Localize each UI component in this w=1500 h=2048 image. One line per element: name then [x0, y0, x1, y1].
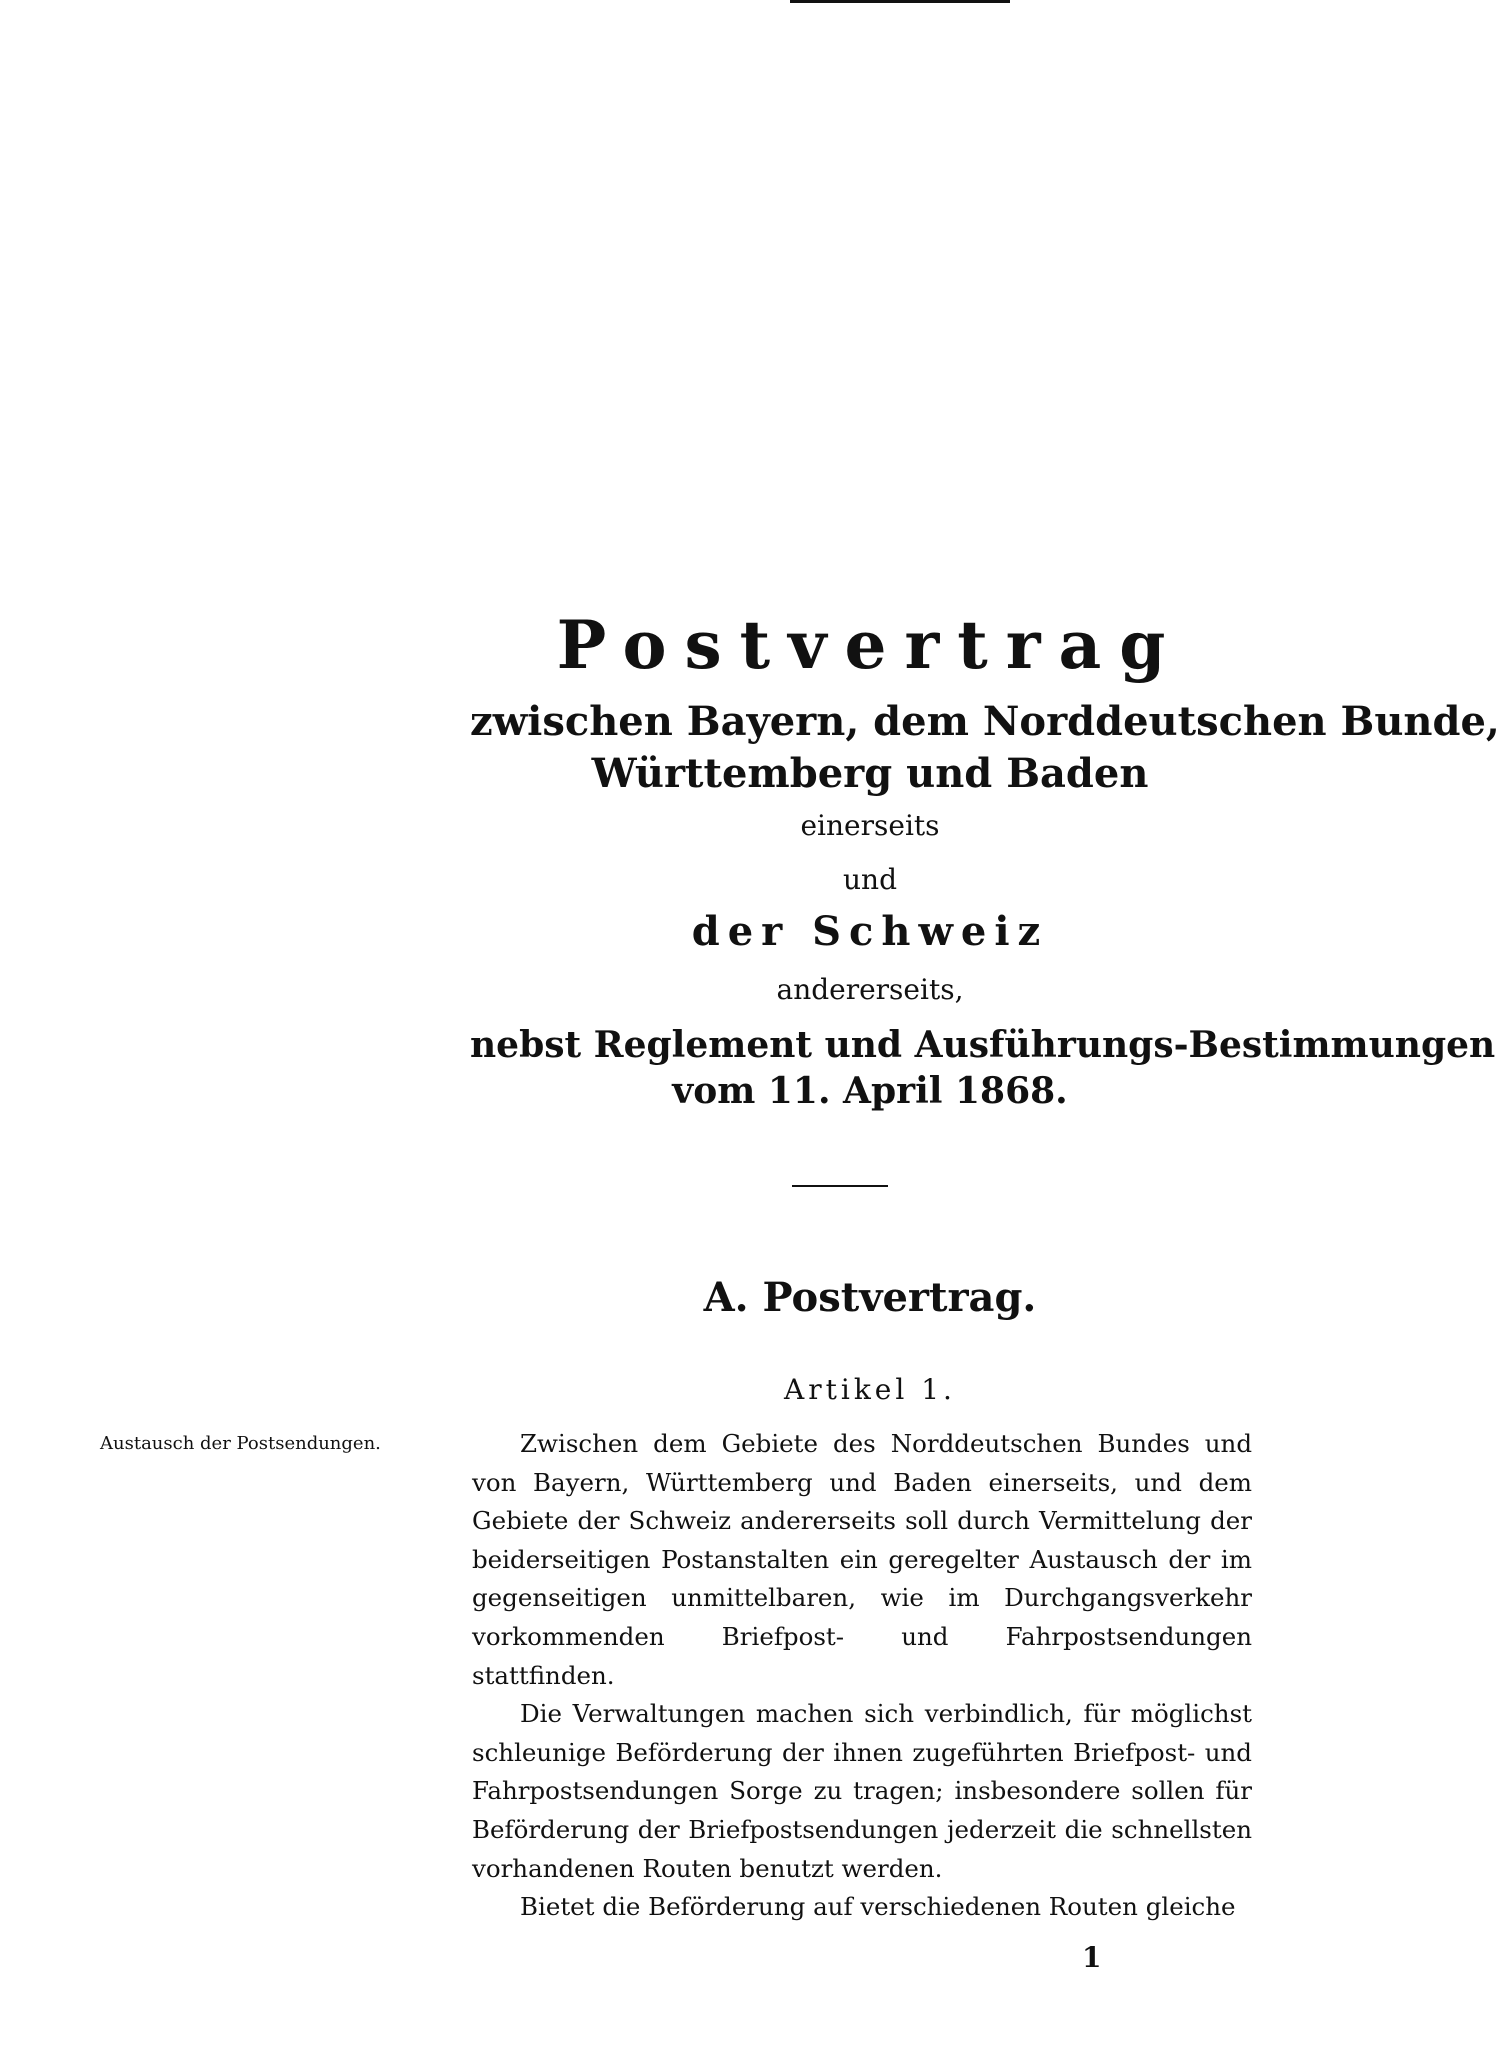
top-rule [790, 0, 1010, 3]
title-line-andererseits: andererseits, [776, 973, 964, 1006]
page-number: 1 [1082, 1941, 1102, 1974]
paragraph: Zwischen dem Gebiete des Norddeutschen Bundes und von Bayern, Württemberg und Baden einerseits, und dem Gebiete der Schweiz andererseits soll durch Vermittelung der beiderseitigen Postanstalten ein geregelter Austausch der im gegenseitigen unmittelbaren, wie im Durchgangsverkehr vorkommenden Briefpost- und Fahrpostsendungen stattfinden. [472, 1429, 1252, 1690]
section-divider [792, 1185, 888, 1187]
paragraph: Bietet die Beförderung auf verschiedenen Routen gleiche [520, 1892, 1236, 1922]
title-line-einerseits: einerseits [800, 809, 940, 842]
paragraph: Die Verwaltungen machen sich verbindlich, für möglichst schleunige Beförderung der ihnen zugeführten Briefpost- und Fahrpostsendungen Sorge zu tragen; insbesondere sollen für Beförderung der Briefpostsendungen jederzeit die schnellsten vorhandenen Routen benutzt werden. [472, 1699, 1252, 1883]
title-line-states: Württemberg und Baden [591, 750, 1149, 797]
article-heading: Artikel 1. [784, 1373, 956, 1406]
title-line-parties: zwischen Bayern, dem Norddeutschen Bunde, [470, 698, 1500, 745]
title-line-date: vom 11. April 1868. [672, 1070, 1068, 1112]
margin-note: Austausch der Postsendungen. [100, 1433, 381, 1454]
document-title: Postvertrag [556, 606, 1184, 684]
title-line-reglement: nebst Reglement und Ausführungs-Bestimmungen [470, 1024, 1496, 1066]
section-heading: A. Postvertrag. [703, 1274, 1037, 1321]
article-body [472, 1425, 1252, 1927]
title-line-und: und [843, 863, 897, 896]
title-line-schweiz: der Schweiz [691, 908, 1049, 955]
